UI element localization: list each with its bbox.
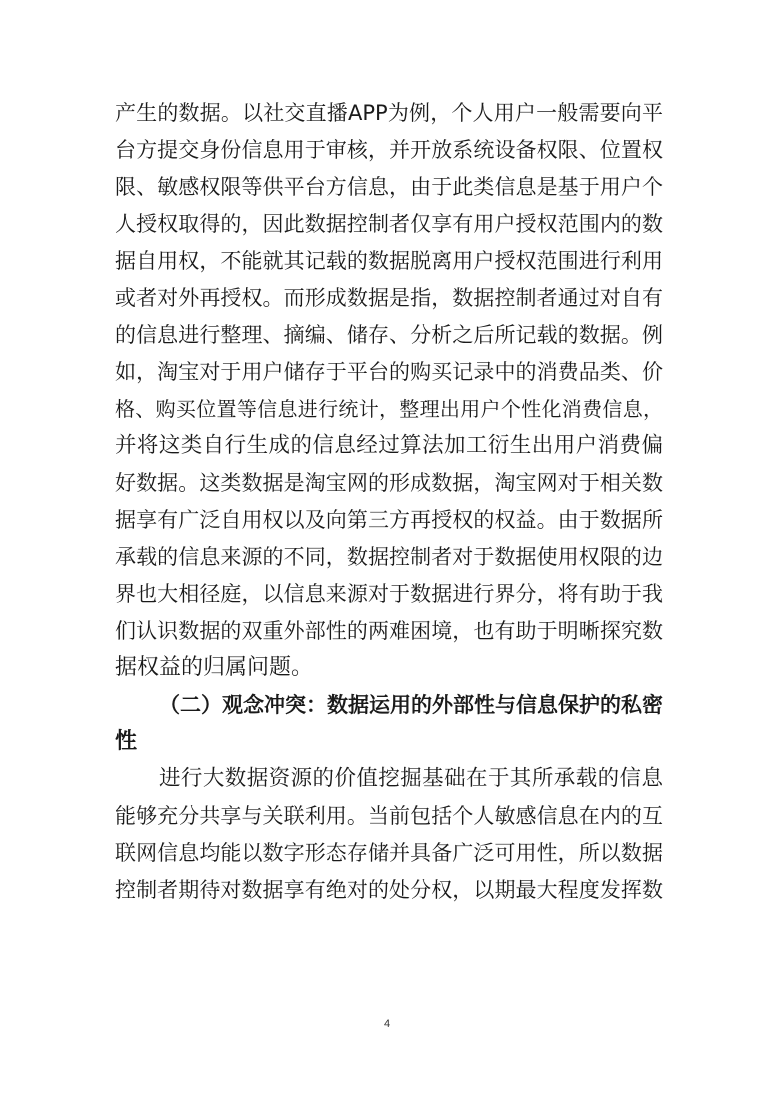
paragraph-line: 进行大数据资源的价值挖掘基础在于其所承载的信息 [159,766,663,791]
paragraph-line: 格、购买位置等信息进行统计，整理出用户个性化消费信息， [115,397,663,421]
paragraph-line: 联网信息均能以数字形态存储并具备广泛可用性，所以数据 [115,841,663,865]
paragraph-line: 控制者期待对数据享有绝对的处分权，以期最大程度发挥数 [115,878,663,902]
paragraph-line: 承载的信息来源的不同，数据控制者对于数据使用权限的边 [115,545,663,569]
paragraph-line: 或者对外再授权。而形成数据是指，数据控制者通过对自有 [115,286,663,310]
paragraph-line: 好数据。这类数据是淘宝网的形成数据，淘宝网对于相关数 [115,471,663,495]
paragraph-line: 限、敏感权限等供平台方信息，由于此类信息是基于用户个 [115,175,663,199]
paragraph-line: 们认识数据的双重外部性的两难困境，也有助于明晰探究数 [115,619,663,643]
paragraph-line: 据权益的归属问题。 [115,655,314,680]
paragraph-line: 据自用权，不能就其记载的数据脱离用户授权范围进行利用 [115,249,663,273]
paragraph-line: 并将这类自行生成的信息经过算法加工衍生出用户消费偏 [115,433,663,458]
paragraph-line: 人授权取得的，因此数据控制者仅享有用户授权范围内的数 [115,212,663,236]
paragraph-line: 界也大相径庭，以信息来源对于数据进行界分，将有助于我 [115,582,663,606]
section-heading: （二）观念冲突：数据运用的外部性与信息保护的私密 [159,693,663,717]
section-heading-continuation: 性 [115,729,138,754]
paragraph-line: 如，淘宝对于用户储存于平台的购买记录中的消费品类、价 [115,360,663,384]
paragraph-line: 的信息进行整理、摘编、储存、分析之后所记载的数据。例 [115,323,663,347]
paragraph-line: 据享有广泛自用权以及向第三方再授权的权益。由于数据所 [115,508,663,532]
page-number: 4 [383,1018,391,1030]
paragraph-line: 台方提交身份信息用于审核，并开放系统设备权限、位置权 [115,138,663,162]
paragraph-line: 产生的数据。以社交直播APP为例，个人用户一般需要向平 [115,101,663,125]
paragraph-line: 能够充分共享与关联利用。当前包括个人敏感信息在内的互 [115,804,663,828]
